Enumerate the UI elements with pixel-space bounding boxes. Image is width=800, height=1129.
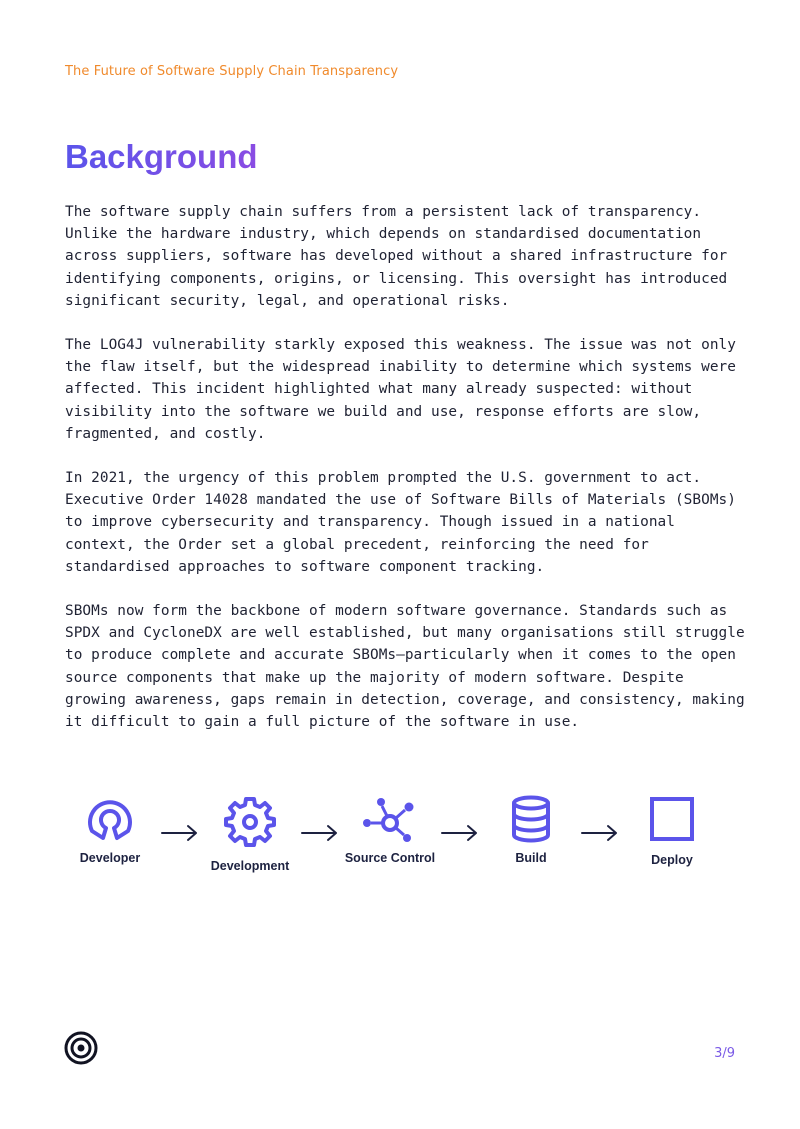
step-deploy	[617, 795, 727, 867]
running-header: The Future of Software Supply Chain Transparency	[65, 64, 399, 79]
page-number: 3/9	[714, 1046, 735, 1061]
step-developer	[55, 795, 165, 865]
step-label: Source Control	[344, 851, 436, 865]
paragraph: In 2021, the urgency of this problem prompted the U.S. government to act. Executive Order 14028 mandated the use of Software Bills of Materials (SBOMs) to improve cybersecurity and transparency. Though issued in a national context, the Order set a global precedent, reinforcing the need for standardised approaches to software component tracking.	[65, 470, 736, 575]
step-label: Development	[210, 859, 290, 873]
section-title: Background	[65, 138, 258, 175]
square-icon	[648, 795, 696, 843]
step-build	[476, 795, 586, 865]
arrow-right-icon	[300, 823, 340, 843]
arrow-right-icon	[580, 823, 620, 843]
step-source-control	[335, 795, 445, 865]
step-label: Build	[515, 851, 547, 865]
step-label: Deploy	[651, 853, 693, 867]
paragraph: SBOMs now form the backbone of modern software governance. Standards such as SPDX and CycloneDX are well established, but many organisations still struggle to produce complete and accurate SBOMs—particularly when it comes to the open source components that make up the majority of modern software. Despite growing awareness, gaps remain in detection, coverage, and consistency, making it difficult to gain a full picture of the software in use.	[65, 603, 745, 731]
step-development	[195, 795, 305, 873]
body-text	[65, 201, 745, 755]
paragraph: The software supply chain suffers from a persistent lack of transparency. Unlike the hardware industry, which depends on standardised documentation across suppliers, software has developed without a shared infrastructure for identifying components, origins, or licensing. This oversight has introduced significant security, legal, and operational risks.	[65, 204, 728, 309]
database-icon	[509, 795, 553, 843]
target-logo-icon	[64, 1031, 98, 1065]
open-source-icon	[86, 795, 134, 843]
pipeline-diagram	[60, 795, 740, 875]
network-icon	[362, 795, 418, 843]
step-label: Developer	[79, 851, 141, 865]
arrow-right-icon	[440, 823, 480, 843]
arrow-right-icon	[160, 823, 200, 843]
paragraph: The LOG4J vulnerability starkly exposed this weakness. The issue was not only the flaw itself, but the widespread inability to determine which systems were affected. This incident highlighted what many already suspected: without visibility into the software we build and use, response efforts are slow, fragmented, and costly.	[65, 337, 736, 442]
gear-icon	[224, 795, 276, 847]
